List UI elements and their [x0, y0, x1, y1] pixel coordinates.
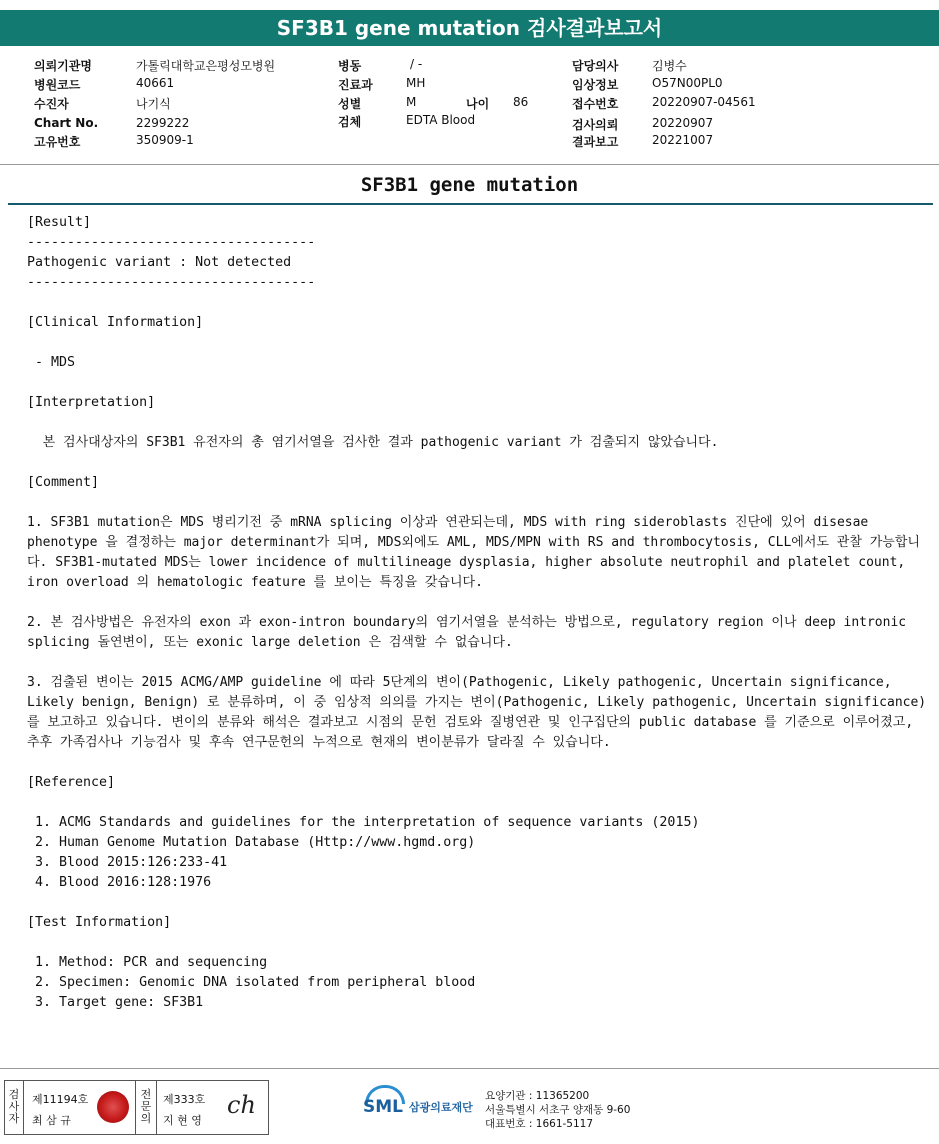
blank	[27, 453, 927, 473]
clinical-info-value: O57N00PL0	[652, 76, 723, 90]
examiner-label: 검사자	[8, 1088, 20, 1125]
reviewer-name: 지 현 영	[163, 1114, 202, 1127]
patient-header	[0, 46, 939, 164]
ward-label: 병동	[338, 59, 362, 73]
request-date-value: 20220907	[652, 116, 714, 130]
examiner-name: 최 삼 규	[32, 1114, 71, 1127]
blank	[27, 593, 927, 613]
interpretation-heading: [Interpretation]	[27, 395, 156, 410]
sex-value: M	[406, 95, 417, 109]
ward-value: / -	[410, 57, 423, 71]
unique-no-label: 고유번호	[34, 135, 81, 149]
result-line: Pathogenic variant : Not detected	[27, 255, 292, 270]
blank	[27, 793, 927, 813]
department-value: MH	[406, 76, 426, 90]
reference-heading: [Reference]	[27, 775, 116, 790]
chart-no-label: Chart No.	[34, 116, 99, 130]
accession-no-value: 20220907-04561	[652, 95, 756, 109]
care-code: 요양기관 : 11365200	[485, 1090, 590, 1102]
signature-box	[4, 1080, 269, 1135]
chart-no-value: 2299222	[136, 116, 190, 130]
report-date-label: 결과보고	[572, 135, 619, 149]
report-date-value: 20221007	[652, 133, 714, 147]
report-body	[27, 213, 927, 1013]
request-date-label: 검사의뢰	[572, 118, 619, 132]
comment-1: 1. SF3B1 mutation은 MDS 병리기전 중 mRNA splicing 이상과 연관되는데, MDS with ring sideroblasts 진단에 있어 disesae phenotype 을 결정하는 major determinant가 되며, MDS외에도 AML, MDS/MPN with RS and thrombocytosis, CLL에서도 관찰 가능합니다. SF3B1-mutated MDS는 lower incidence of multilineage dysplasia, higher absolute neutrophil and platelet count, iron overload 의 hematologic feature 를 보이는 특징을 갖습니다.	[27, 515, 920, 590]
comment-heading: [Comment]	[27, 475, 100, 490]
footer-divider	[0, 1068, 939, 1069]
age-value: 86	[513, 95, 529, 109]
unique-no-value: 350909-1	[136, 133, 194, 147]
patient-label: 수진자	[34, 97, 69, 111]
reviewer-license: 제333호	[163, 1093, 206, 1106]
address: 서울특별시 서초구 양재동 9-60	[485, 1104, 631, 1116]
title-rule	[8, 203, 933, 205]
department-label: 진료과	[338, 78, 373, 92]
comment-3: 3. 검출된 변이는 2015 ACMG/AMP guideline 에 따라 5단계의 변이(Pathogenic, Likely pathogenic, Uncertain significance, Likely benign, Benign) 로 분류하며, 이 중 임상적 의의를 가지는 변이(Pathogenic, Likely pathogenic, Uncertain significance)를 보고하고 있습니다. 변이의 분류와 해석은 결과보고 시점의 문헌 검토와 질병연관 및 인구집단의 public database 를 기준으로 이루어졌고, 추후 가족검사나 기능검사 및 후속 연구문헌의 누적으로 현재의 변이분류가 달라질 수 있습니다.	[27, 675, 927, 750]
blank	[27, 413, 927, 433]
sig-divider	[23, 1081, 24, 1134]
blank	[27, 333, 927, 353]
org-contact	[485, 1089, 630, 1131]
report-title: SF3B1 gene mutation 검사결과보고서	[0, 10, 939, 46]
reviewer-label: 전문의	[140, 1088, 152, 1125]
patient-value: 나기식	[136, 97, 171, 111]
reference-item: 3. Blood 2015:126:233-41	[27, 855, 228, 870]
dash-line: ------------------------------------	[27, 235, 316, 250]
hospital-code-label: 병원코드	[34, 78, 81, 92]
doctor-value: 김병수	[652, 59, 687, 73]
institution-label: 의뢰기관명	[34, 59, 92, 73]
org-name: 삼광의료재단	[409, 1101, 473, 1114]
clinical-heading: [Clinical Information]	[27, 315, 204, 330]
test-info-heading: [Test Information]	[27, 915, 172, 930]
blank	[27, 933, 927, 953]
blank	[27, 653, 927, 673]
specimen-label: 검체	[338, 115, 362, 129]
examiner-license: 제11194호	[32, 1093, 89, 1106]
footer	[0, 1072, 939, 1144]
test-info-item: 2. Specimen: Genomic DNA isolated from peripheral blood	[27, 975, 476, 990]
accession-no-label: 접수번호	[572, 97, 619, 111]
blank	[27, 493, 927, 513]
test-info-item: 3. Target gene: SF3B1	[27, 995, 204, 1010]
blank	[27, 893, 927, 913]
sex-label: 성별	[338, 97, 362, 111]
institution-value: 가톨릭대학교은평성모병원	[136, 59, 276, 73]
blank	[27, 293, 927, 313]
hospital-code-value: 40661	[136, 76, 175, 90]
clinical-info-label: 임상정보	[572, 78, 619, 92]
sig-divider	[156, 1081, 157, 1134]
clinical-item: - MDS	[27, 355, 76, 370]
blank	[27, 373, 927, 393]
phone: 대표번호 : 1661-5117	[485, 1118, 594, 1130]
doctor-label: 담당의사	[572, 59, 619, 73]
logo-text: SML	[363, 1097, 403, 1117]
document-title: SF3B1 gene mutation	[360, 174, 579, 196]
blank	[27, 753, 927, 773]
specimen-value: EDTA Blood	[406, 113, 476, 127]
interpretation-text: 본 검사대상자의 SF3B1 유전자의 총 염기서열을 검사한 결과 pathogenic variant 가 검출되지 않았습니다.	[27, 435, 719, 450]
test-info-item: 1. Method: PCR and sequencing	[27, 955, 268, 970]
reference-item: 4. Blood 2016:128:1976	[27, 875, 212, 890]
reference-item: 2. Human Genome Mutation Database (Http://www.hgmd.org)	[27, 835, 476, 850]
signature: ch	[227, 1091, 256, 1119]
sig-divider	[135, 1081, 136, 1134]
reference-item: 1. ACMG Standards and guidelines for the interpretation of sequence variants (2015)	[27, 815, 700, 830]
seal-stamp	[97, 1091, 129, 1123]
comment-2: 2. 본 검사방법은 유전자의 exon 과 exon-intron boundary의 염기서열을 분석하는 방법으로, regulatory region 이나 deep intronic splicing 돌연변이, 또는 exonic large deletion 은 검색할 수 없습니다.	[27, 615, 907, 650]
header-divider	[0, 164, 939, 165]
result-heading: [Result]	[27, 215, 92, 230]
dash-line: ------------------------------------	[27, 275, 316, 290]
age-label: 나이	[466, 97, 490, 111]
